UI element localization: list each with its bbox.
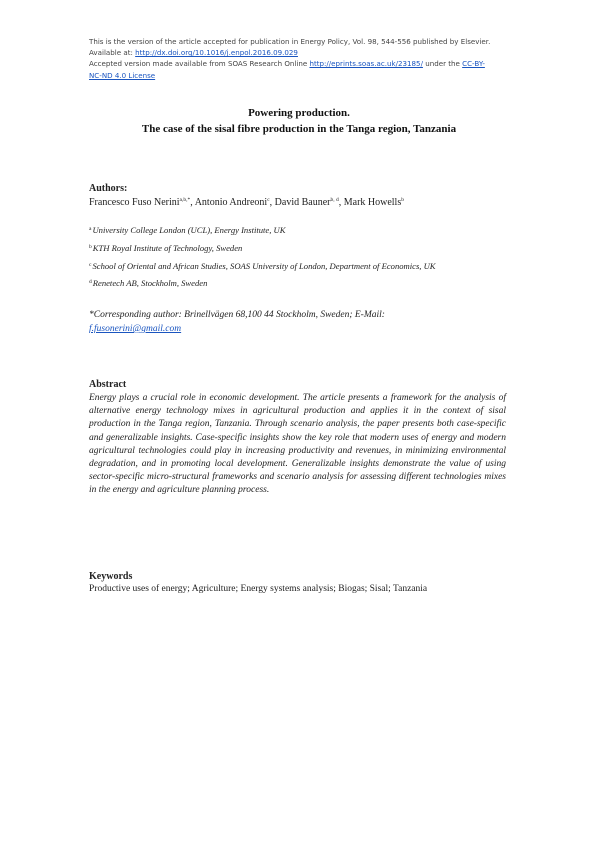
author-list — [89, 197, 404, 208]
corresponding-author — [89, 308, 509, 336]
paper-title-line-2: The case of the sisal fibre production in the Tanga region, Tanzania — [141, 123, 457, 135]
affiliation-mark: b — [89, 244, 92, 250]
author-separator: , — [190, 197, 195, 208]
affiliation-text: Renetech AB, Stockholm, Sweden — [92, 278, 208, 288]
affiliation-mark: d — [89, 279, 92, 285]
author-separator: , — [338, 197, 344, 208]
affiliation — [89, 225, 285, 235]
license-link-part-2[interactable]: NC-ND 4.0 License — [89, 70, 156, 80]
abstract-heading: Abstract — [89, 379, 127, 390]
corresponding-author-text: *Corresponding author: Brinellvägen 68,100 44 Stockholm, Sweden; E-Mail: — [89, 310, 385, 320]
affiliation — [89, 261, 436, 271]
affiliation — [89, 278, 207, 288]
author-separator: , — [269, 197, 275, 208]
affiliation — [89, 243, 242, 253]
doi-link[interactable]: http://dx.doi.org/10.1016/j.enpol.2016.09.029 — [135, 48, 298, 58]
affiliation-text: KTH Royal Institute of Technology, Sweden — [92, 243, 243, 253]
keywords-list: Productive uses of energy; Agriculture; Energy systems analysis; Biogas; Sisal; Tanzania — [89, 584, 428, 594]
author-affiliation-mark: b, d — [330, 197, 339, 203]
affiliation-text: School of Oriental and African Studies, SOAS University of London, Department of Economics, UK — [92, 261, 436, 271]
accepted-prefix: Accepted version made available from SOAS Research Online — [89, 59, 310, 69]
license-link-part-1[interactable]: CC-BY- — [462, 59, 485, 69]
author-affiliation-mark: c — [267, 197, 270, 203]
affiliation-mark: c — [89, 262, 92, 268]
keywords-heading: Keywords — [89, 571, 133, 582]
paper-title-line-1: Powering production. — [248, 107, 350, 119]
abstract-body: Energy plays a crucial role in economic development. The article presents a framework for the analysis of alternative energy technology mixes in agricultural production and applies it in the context of sisal production in the Tanga region, Tanzania. Through scenario analysis, the paper presents both case-specific and generalizable insights. Case-specific insights show the key role that modern uses of energy and modern agricultural technologies could play in increasing productivity and revenues, in minimizing environmental degradation, and in promoting local development. Generalizable insights demonstrate the value of using sector-specific micro-structural frameworks and scenario analysis for assessing different technologies mixes in the energy and agriculture planning process. — [89, 393, 506, 496]
author-name: Antonio Andreoni — [194, 197, 268, 208]
affiliation-text: University College London (UCL), Energy Institute, UK — [92, 225, 286, 235]
publication-notice — [89, 36, 509, 81]
author-name: David Bauner — [274, 197, 331, 208]
affiliation-mark: a — [89, 226, 92, 232]
author-affiliation-mark: b — [401, 197, 404, 203]
author-affiliation-mark: a,b,* — [179, 197, 191, 203]
available-label: Available at: — [89, 48, 136, 58]
notice-line-1: This is the version of the article accepted for publication in Energy Policy, Vol. 98, 544-556 published by Elsevier. — [89, 37, 491, 46]
authors-heading: Authors: — [89, 183, 128, 194]
author-name: Mark Howells — [343, 197, 402, 208]
author-name: Francesco Fuso Nerini — [89, 197, 180, 208]
soas-eprints-link[interactable]: http://eprints.soas.ac.uk/23185/ — [309, 59, 423, 69]
corresponding-email-link[interactable]: f.fusonerini@gmail.com — [89, 324, 182, 334]
under-the-text: under the — [422, 59, 463, 69]
